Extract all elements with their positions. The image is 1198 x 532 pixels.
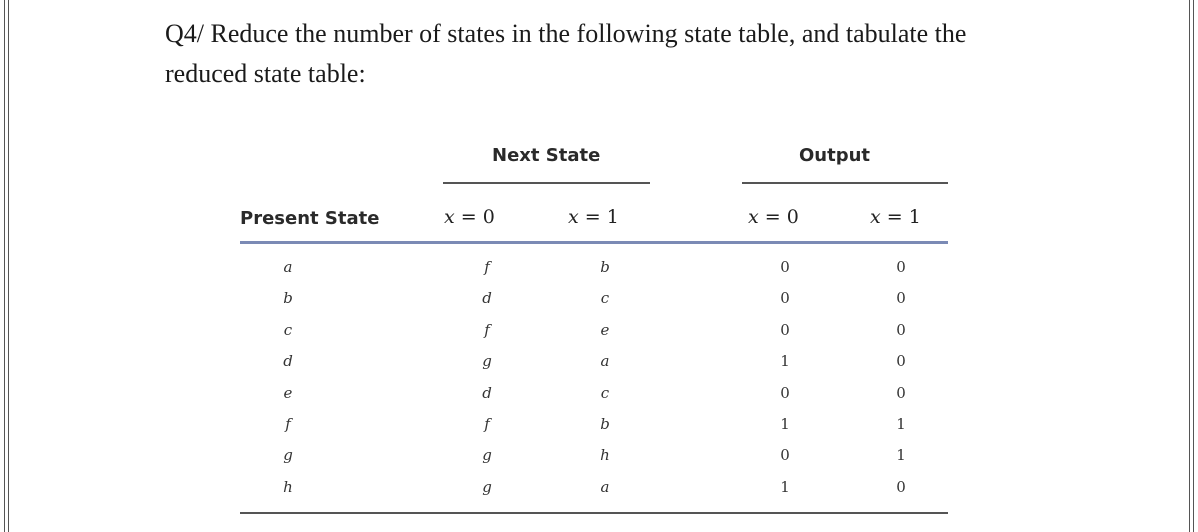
- output-x0-cell: 0: [780, 383, 790, 402]
- output-x1-cell: 0: [896, 289, 906, 308]
- col-header-ns-x1: [568, 206, 619, 228]
- equals-sign: =: [584, 206, 601, 228]
- output-x0-cell: 0: [780, 289, 790, 308]
- output-x1-cell: 0: [896, 383, 906, 402]
- present-state-cell: b: [283, 289, 293, 308]
- output-x0-cell: 0: [780, 320, 790, 339]
- next-state-x1-cell: b: [600, 258, 610, 276]
- x-value: 0: [482, 206, 495, 228]
- output-x0-cell: 0: [780, 258, 790, 276]
- next-state-x1-cell: e: [600, 320, 610, 339]
- x-variable: x: [444, 206, 455, 228]
- next-state-x0-cell: g: [482, 446, 492, 465]
- equals-sign: =: [764, 206, 781, 228]
- output-x1-cell: 0: [896, 258, 906, 276]
- present-state-cell: a: [283, 258, 293, 276]
- x-variable: x: [748, 206, 759, 228]
- next-state-x0-cell: g: [482, 352, 492, 371]
- col-header-out-x0: [748, 206, 799, 228]
- next-state-x1-cell: c: [600, 383, 610, 402]
- x-variable: x: [568, 206, 579, 228]
- next-state-x0-cell: d: [482, 383, 492, 402]
- page-frame-right: [1189, 0, 1194, 532]
- output-x1-cell: 0: [896, 352, 906, 371]
- next-state-x1-cell: a: [600, 477, 610, 496]
- x-value: 1: [606, 206, 619, 228]
- question-line-2: reduced state table:: [165, 59, 366, 88]
- output-x1-cell: 1: [896, 446, 906, 465]
- next-state-underline: [443, 182, 650, 184]
- output-header: Output: [799, 145, 871, 166]
- x-variable: x: [870, 206, 881, 228]
- output-x0-cell: 1: [780, 415, 790, 433]
- present-state-cell: d: [283, 352, 293, 371]
- output-x0-cell: 0: [780, 446, 790, 465]
- present-state-cell: e: [283, 383, 293, 402]
- next-state-x1-cell: a: [600, 352, 610, 371]
- header-divider: [240, 241, 948, 244]
- col-header-ns-x0: [444, 206, 495, 228]
- next-state-x1-cell: c: [600, 289, 610, 308]
- question-line-1: Q4/ Reduce the number of states in the following state table, and tabulate the: [165, 19, 967, 48]
- question-text: [165, 14, 1065, 94]
- next-state-x0-cell: f: [484, 415, 490, 433]
- equals-sign: =: [886, 206, 903, 228]
- next-state-x0-cell: d: [482, 289, 492, 308]
- present-state-cell: c: [283, 320, 293, 339]
- next-state-x0-cell: g: [482, 477, 492, 496]
- output-underline: [742, 182, 948, 184]
- output-x1-cell: 1: [896, 415, 906, 433]
- present-state-cell: g: [283, 446, 293, 465]
- x-value: 1: [908, 206, 921, 228]
- table-bottom-rule: [240, 512, 948, 514]
- output-x1-cell: 0: [896, 477, 906, 496]
- output-x0-cell: 1: [780, 477, 790, 496]
- present-state-cell: h: [283, 477, 293, 496]
- x-value: 0: [786, 206, 799, 228]
- next-state-x0-cell: f: [484, 320, 490, 339]
- page-frame-left: [4, 0, 9, 532]
- output-x1-cell: 0: [896, 320, 906, 339]
- output-x0-cell: 1: [780, 352, 790, 371]
- present-state-header: Present State: [240, 208, 380, 229]
- equals-sign: =: [460, 206, 477, 228]
- next-state-header: Next State: [492, 145, 601, 166]
- col-header-out-x1: [870, 206, 921, 228]
- next-state-x1-cell: h: [600, 446, 610, 465]
- present-state-cell: f: [285, 415, 291, 433]
- next-state-x0-cell: f: [484, 258, 490, 276]
- next-state-x1-cell: b: [600, 415, 610, 433]
